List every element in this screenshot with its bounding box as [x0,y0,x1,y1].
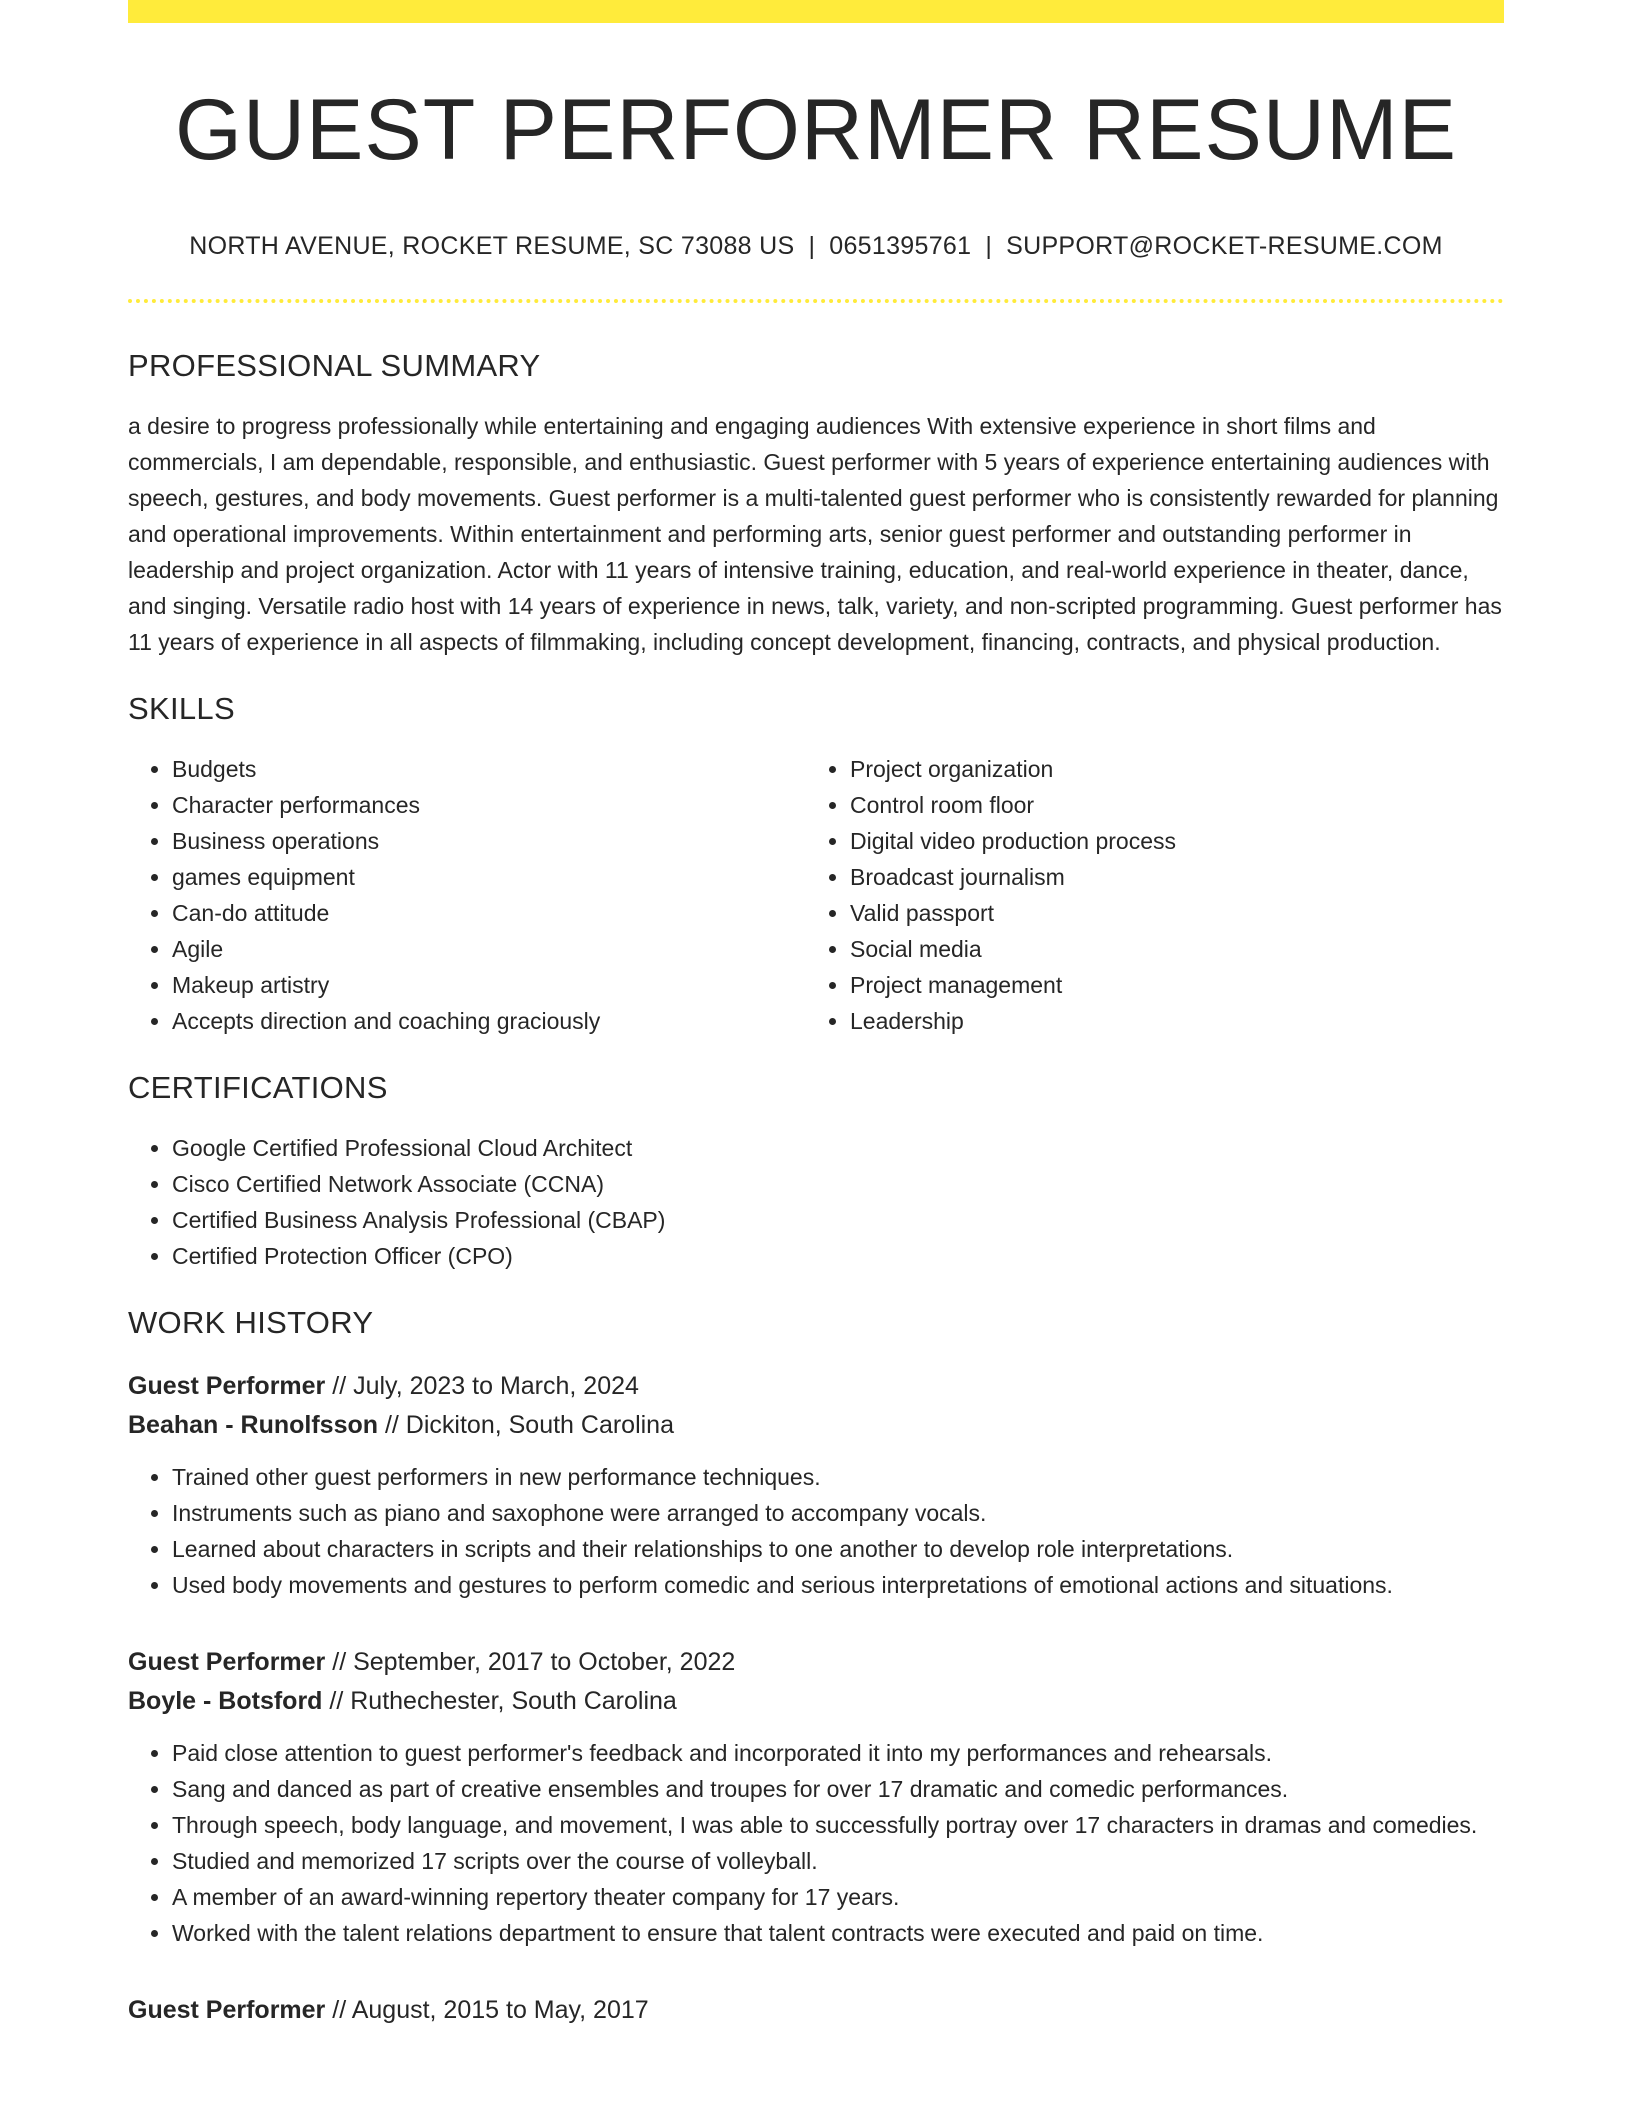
skill-item: • Digital video production process [850,823,1484,859]
job-duty: • A member of an award-winning repertory theater company for 17 years. [172,1879,1504,1915]
skill-item: • Project management [850,967,1484,1003]
job-title: Guest Performer [128,1372,326,1401]
certification-item: • Certified Business Analysis Professional (CBAP) [172,1202,1504,1238]
skill-item: • Agile [172,931,806,967]
job-duty: • Instruments such as piano and saxophone were arranged to accompany vocals. [172,1495,1504,1531]
job-title-line [128,1991,1504,2030]
job-dates: // July, 2023 to March, 2024 [332,1372,639,1401]
job-duty: • Sang and danced as part of creative ensembles and troupes for over 17 dramatic and comedic performances. [172,1771,1504,1807]
job-company: Boyle - Botsford [128,1687,323,1716]
skill-item: • games equipment [172,859,806,895]
summary-heading: PROFESSIONAL SUMMARY [128,347,541,383]
job-duty: • Paid close attention to guest performer's feedback and incorporated it into my performances and rehearsals. [172,1735,1504,1771]
summary-text: a desire to progress professionally while entertaining and engaging audiences With extensive experience in short films and commercials, I am dependable, responsible, and enthusiastic. Guest performer with 5 years of experience entertaining audiences with speech, gestures, and body movements. Guest performer is a multi-talented guest performer who is consistently rewarded for planning and operational improvements. Within entertainment and performing arts, senior guest performer and outstanding performer in leadership and project organization. Actor with 11 years of intensive training, education, and real-world experience in theater, dance, and singing. Versatile radio host with 14 years of experience in news, talk, variety, and non-scripted programming. Guest performer has 11 years of experience in all aspects of filmmaking, including concept development, financing, contracts, and physical production. [128,412,1502,655]
job-duties-list [128,1459,1504,1603]
skill-item: • Leadership [850,1003,1484,1039]
job-company: Beahan - Runolfsson [128,1411,379,1440]
skill-item: • Social media [850,931,1484,967]
accent-top-bar [128,0,1504,23]
skill-item: • Budgets [172,751,806,787]
job-duty: • Learned about characters in scripts and their relationships to one another to develop role interpretations. [172,1531,1504,1567]
certifications-list [128,1130,1504,1274]
certification-item: • Cisco Certified Network Associate (CCNA) [172,1166,1504,1202]
job-title-line [128,1367,1504,1406]
skills-heading: SKILLS [128,690,235,726]
job-location: // Ruthechester, South Carolina [329,1687,677,1716]
job-title: Guest Performer [128,1996,326,2025]
skill-item: • Can-do attitude [172,895,806,931]
certification-item: • Certified Protection Officer (CPO) [172,1238,1504,1274]
work-history-heading: WORK HISTORY [128,1305,374,1341]
skill-item: • Accepts direction and coaching graciously [172,1003,806,1039]
skill-item: • Valid passport [850,895,1484,931]
certifications-heading: CERTIFICATIONS [128,1069,388,1105]
job-location: // Dickiton, South Carolina [384,1411,674,1440]
skill-item: • Broadcast journalism [850,859,1484,895]
job-dates: // September, 2017 to October, 2022 [332,1648,736,1677]
contact-separator: | [985,231,993,260]
job-duty: • Trained other guest performers in new performance techniques. [172,1459,1504,1495]
job-duty: • Used body movements and gestures to perform comedic and serious interpretations of emotional actions and situations. [172,1567,1504,1603]
job-title: Guest Performer [128,1648,326,1677]
contact-email: SUPPORT@ROCKET-RESUME.COM [1006,231,1443,260]
certification-item: • Google Certified Professional Cloud Architect [172,1130,1504,1166]
skills-list-left [128,751,806,1039]
job-duty: • Studied and memorized 17 scripts over the course of volleyball. [172,1843,1504,1879]
job-entry [128,1991,1504,2030]
contact-line [128,232,1504,261]
job-company-line [128,1682,1504,1721]
skill-item: • Character performances [172,787,806,823]
job-title-line [128,1643,1504,1682]
job-company-line [128,1406,1504,1445]
skill-item: • Business operations [172,823,806,859]
resume-page [128,0,1504,2030]
job-duties-list [128,1735,1504,1951]
job-dates: // August, 2015 to May, 2017 [332,1996,649,2025]
skill-item: • Control room floor [850,787,1484,823]
skills-grid [128,751,1504,1039]
dotted-divider [128,299,1504,303]
contact-phone: 0651395761 [829,231,972,260]
skills-list-right [806,751,1484,1039]
contact-separator: | [808,231,816,260]
job-entry [128,1643,1504,1951]
resume-title: GUEST PERFORMER RESUME [175,82,1457,178]
job-duty: • Worked with the talent relations department to ensure that talent contracts were executed and paid on time. [172,1915,1504,1951]
contact-address: NORTH AVENUE, ROCKET RESUME, SC 73088 US [189,231,795,260]
job-entry [128,1367,1504,1603]
skill-item: • Makeup artistry [172,967,806,1003]
skill-item: • Project organization [850,751,1484,787]
job-duty: • Through speech, body language, and movement, I was able to successfully portray over 17 characters in dramas and comedies. [172,1807,1504,1843]
